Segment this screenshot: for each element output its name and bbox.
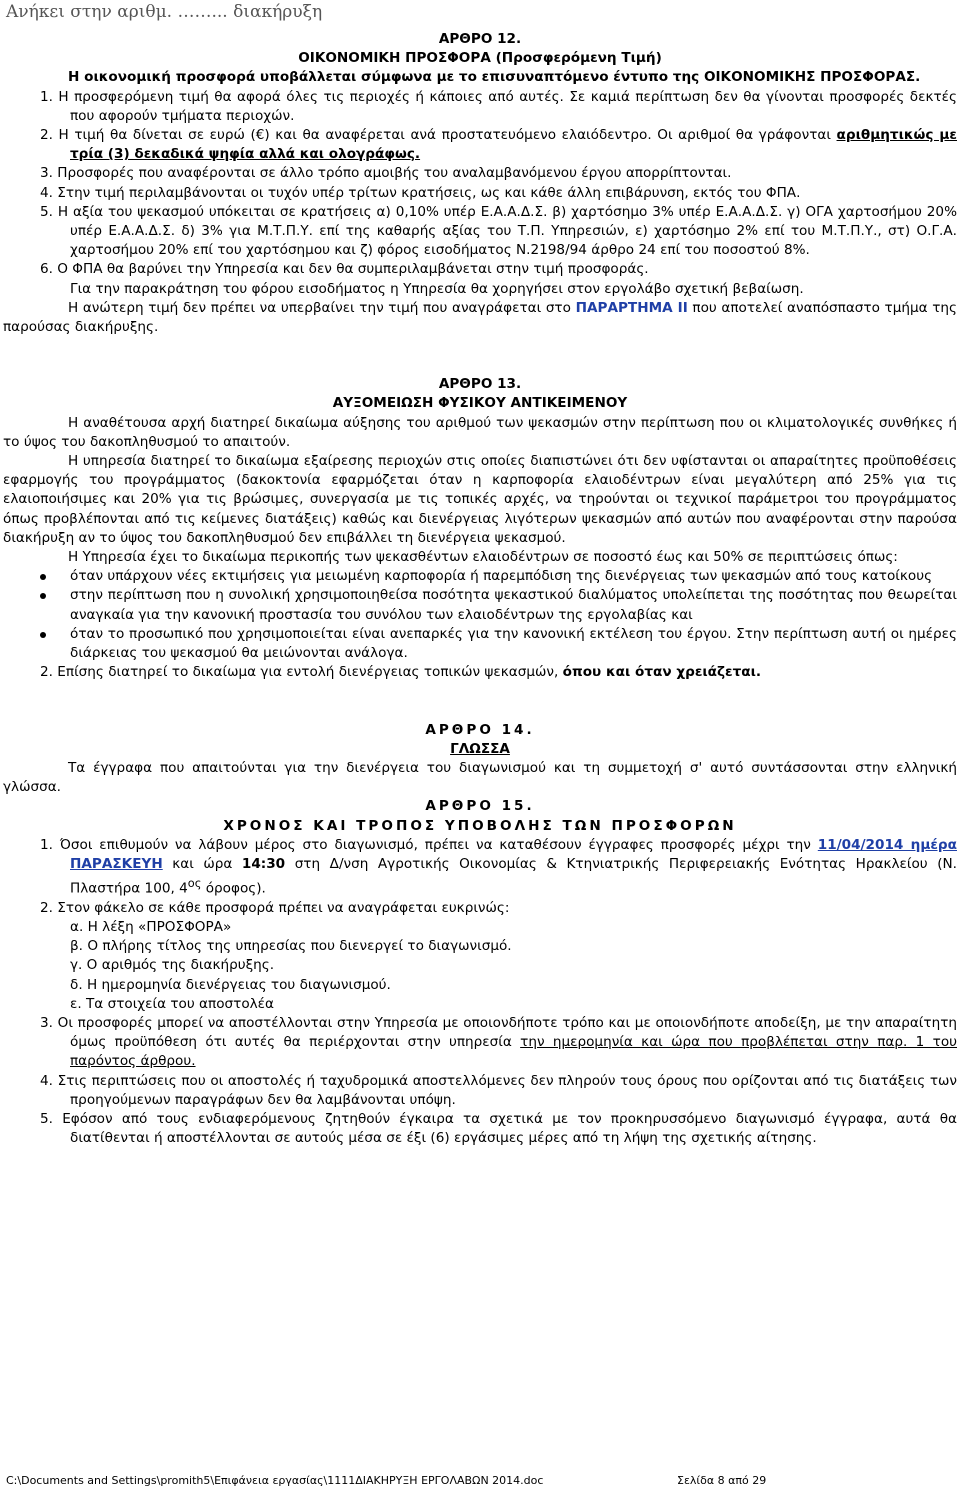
article-13-item-2-emphasis: όπου και όταν χρειάζεται. bbox=[562, 664, 762, 681]
article-12-item-6-note: Για την παρακράτηση του φόρου εισοδήματος η Υπηρεσία θα χορηγήσει στον εργολάβο σχετική βεβαίωση. bbox=[70, 280, 804, 297]
article-12-title: ΑΡΘΡΟ 12. bbox=[438, 31, 522, 47]
article-13-subtitle: ΑΥΞΟΜΕΙΩΣΗ ΦΥΣΙΚΟΥ ΑΝΤΙΚΕΙΜΕΝΟΥ bbox=[332, 395, 628, 412]
article-15-item-5: 5. Εφόσον από τους ενδιαφερόμενους ζητηθούν έγκαιρα τα σχετικά με τον προκηρυσσόμενο διαγωνισμό έγγραφα, αυτά θα διατίθενται ή αποστέλλονται σε αυτούς μέσα σε έξι (6) εργάσιμες μέρες από τη λήψη της σχετικής αίτησης. bbox=[40, 1111, 957, 1147]
max-price-text-end: που αποτελεί αναπόσπαστο τμήμα της παρούσας διακήρυξης. bbox=[3, 299, 958, 336]
article-12-item-2-emphasis: αριθμητικώς με τρία (3) δεκαδικά ψηφία αλλά και ολογράφως. bbox=[70, 127, 957, 163]
bullet-item: όταν το προσωπικό που χρησιμοποιείται είναι ανεπαρκές για την κανονική εκτέλεση του έργου. Στην περίπτωση αυτή οι ημέρες διάρκειας του ψεκασμού θα μειώνονται ανάλογα. bbox=[3, 625, 957, 663]
article-12-item-1: 1. Η προσφερόμενη τιμή θα αφορά όλες τις περιοχές ή κάποιες από αυτές. Σε καμιά περίπτωση δεν θα γίνονται προσφορές δεκτές που αφορούν τμήματα περιοχών. bbox=[40, 88, 957, 124]
lettered-item: γ. Ο αριθμός της διακήρυξης. bbox=[70, 957, 275, 974]
article-14-subtitle: ΓΛΩΣΣΑ bbox=[450, 740, 510, 757]
article-14-para-1: Τα έγγραφα που απαιτούνται για την διενέργεια του διαγωνισμού και τη συμμετοχή σ' αυτό συντάσσονται στην ελληνική γλώσσα. bbox=[3, 759, 957, 796]
article-12-max-price bbox=[3, 299, 957, 337]
article-13-para-1: Η αναθέτουσα αρχή διατηρεί δικαίωμα αύξησης του αριθμού των ψεκασμών στην περίπτωση που οι κλιματολογικές συνθήκες ή το ύψος του δακοπληθυσμού το απαιτούν. bbox=[3, 414, 957, 450]
article-15-item-3 bbox=[3, 1014, 957, 1072]
item-1-text-4: όροφος). bbox=[201, 880, 266, 897]
floor-superscript: ος bbox=[187, 876, 202, 891]
bullet-item: όταν υπάρχουν νέες εκτιμήσεις για μειωμένη καρποφορία ή παρεμπόδιση της διενέργειας των ψεκασμών από τους κατοίκους bbox=[3, 567, 957, 586]
document-header-note: Ανήκει στην αριθμ. ……... διακήρυξη bbox=[6, 2, 323, 22]
article-15-item-1 bbox=[3, 836, 957, 899]
article-12-item-6: 6. Ο ΦΠΑ θα βαρύνει την Υπηρεσία και δεν θα συμπεριλαμβάνεται στην τιμή προσφοράς. bbox=[40, 261, 649, 278]
footer-page-number: Σελίδα 8 από 29 bbox=[677, 1474, 767, 1487]
article-15-item-2: 2. Στον φάκελο σε κάθε προσφορά πρέπει να αναγράφεται ευκρινώς: bbox=[40, 899, 510, 916]
annex-reference: ΠΑΡΑΡΤΗΜΑ ΙΙ bbox=[575, 299, 688, 316]
article-13-para-2: Η υπηρεσία διατηρεί το δικαίωμα εξαίρεσης περιοχών στις οποίες διαπιστώνει ότι δεν υφίστανται οι απαραίτητες προϋποθέσεις εφαρμογής του προγράμματος (δακοκτονία εφαρμόζεται όταν η καρποφορία ελαιοδέντρων είναι μεγαλύτερη από 25% για τις ελαιοποιήσιμες και 20% για τις βρώσιμες, συνεργασία με τις τοπικές αρχές, να τηρούνται οι τεχνικοί παράμετροι του προγράμματος όπως προβλέπονται από τις κείμενες διατάξεις) καθώς και διενέργειας λιγότερων ψεκασμών από αυτών που αναφέρονται στην παρούσα διακήρυξη αν το ύψος του δακοπληθυσμού δεν επιβάλλει τη διενέργεια ψεκασμού. bbox=[3, 453, 957, 546]
article-15-item-4: 4. Στις περιπτώσεις που οι αποστολές ή ταχυδρομικά αποστελλόμενες δεν πληρούν τους όρους που ορίζονται από τις διατάξεις των προηγούμενων παραγράφων δεν θα λαμβάνονται υπόψη. bbox=[40, 1072, 957, 1108]
article-13-para-3: Η Υπηρεσία έχει το δικαίωμα περικοπής των ψεκασθέντων ελαιοδέντρων σε ποσοστό έως και 50% σε περιπτώσεις όπως: bbox=[68, 549, 898, 566]
article-12-item-2-text: 2. Η τιμή θα δίνεται σε ευρώ (€) και θα αναφέρεται ανά προστατευόμενο ελαιόδεντρο. Οι αριθμοί θα γράφονται bbox=[40, 127, 837, 144]
bullet-item: στην περίπτωση που η συνολική χρησιμοποιηθείσα ποσότητα ψεκαστικού διαλύματος υπολείπεται της ποσότητας που θεωρείται αναγκαία για την κανονική προστασία του συνόλου των ελαιοδέντρων της εργολαβίας και bbox=[3, 586, 957, 624]
article-13-item-2-text: 2. Επίσης διατηρεί το δικαίωμα για εντολή διενέργειας τοπικών ψεκασμών, bbox=[40, 664, 563, 681]
article-15-subtitle: ΧΡΟΝΟΣ ΚΑΙ ΤΡΟΠΟΣ ΥΠΟΒΟΛΗΣ ΤΩΝ ΠΡΟΣΦΟΡΩΝ bbox=[223, 817, 737, 834]
bullet-icon bbox=[40, 593, 46, 599]
footer-file-path: C:\Documents and Settings\promith5\Επιφάνεια εργασίας\1111ΔΙΑΚΗΡΥΞΗ ΕΡΓΟΛΑΒΩΝ 2014.doc bbox=[6, 1474, 544, 1487]
item-3-text: 3. Οι προσφορές μπορεί να αποστέλλονται στην Υπηρεσία με οποιονδήποτε τρόπο και με οποιονδήποτε αποδείξη, με την απαραίτητη όμως προϋπόθεση ότι αυτές θα περιέρχονται στην υπηρεσία bbox=[40, 1015, 957, 1051]
item-3-underlined: την ημερομηνία και ώρα που προβλέπεται στην παρ. 1 του παρόντος άρθρου. bbox=[70, 1034, 958, 1070]
lettered-item: ε. Τα στοιχεία του αποστολέα bbox=[70, 995, 274, 1012]
document-body bbox=[3, 30, 957, 1149]
article-14-title: ΑΡΘΡΟ 14. bbox=[425, 721, 535, 738]
bullet-icon bbox=[40, 574, 46, 580]
article-12-item-2 bbox=[3, 126, 957, 164]
article-12-intro: Η οικονομική προσφορά υποβάλλεται σύμφωνα με το επισυναπτόμενο έντυπο της ΟΙΚΟΝΟΜΙΚΗΣ ΠΡΟΣΦΟΡΑΣ. bbox=[68, 69, 921, 86]
article-13-title: ΑΡΘΡΟ 13. bbox=[438, 376, 522, 393]
item-1-text-3: στη Δ/νση Αγροτικής Οικονομίας & Κτηνιατρικής Περιφερειακής Ενότητας Ηρακλείου (Ν. Πλαστήρα 100, 4 bbox=[70, 855, 957, 897]
item-1-text-2: και ώρα bbox=[162, 855, 242, 872]
page-footer bbox=[6, 1474, 954, 1487]
lettered-item: β. Ο πλήρης τίτλος της υπηρεσίας που διενεργεί το διαγωνισμό. bbox=[70, 938, 512, 955]
max-price-text: Η ανώτερη τιμή δεν πρέπει να υπερβαίνει την τιμή που αναγράφεται στο bbox=[68, 299, 576, 316]
article-12-item-3: 3. Προσφορές που αναφέρονται σε άλλο τρόπο αμοιβής του αναλαμβανόμενου έργου απορρίπτονται. bbox=[40, 165, 732, 182]
lettered-item: δ. Η ημερομηνία διενέργειας του διαγωνισμού. bbox=[70, 976, 391, 993]
lettered-item: α. Η λέξη «ΠΡΟΣΦΟΡΑ» bbox=[70, 919, 232, 936]
article-13-item-2 bbox=[3, 663, 957, 682]
article-12-item-5: 5. Η αξία του ψεκασμού υπόκειται σε κρατήσεις α) 0,10% υπέρ Ε.Α.Α.Δ.Σ. β) χαρτόσημο 3% υπέρ Ε.Α.Α.Δ.Σ. γ) ΟΓΑ χαρτοσήμου 20% υπέρ Ε.Α.Α.Δ.Σ. δ) 3% για Μ.Τ.Π.Υ. επί της καθαρής αξίας του Τ.Π. Υπηρεσιών, ε) χαρτόσημο 2% επί του Μ.Τ.Π.Υ., στ) Ο.Γ.Α. χαρτοσήμου 20% επί του χαρτόσημου και ζ) φόρος εισοδήματος Ν.2198/94 άρθρο 24 επί του ποσοστού 8%. bbox=[40, 203, 957, 259]
bullet-icon bbox=[40, 632, 46, 638]
item-1-text: 1. Όσοι επιθυμούν να λάβουν μέρος στο διαγωνισμό, πρέπει να καταθέσουν έγγραφες προσφορές μέχρι την bbox=[40, 836, 818, 853]
deadline-time: 14:30 bbox=[241, 855, 286, 872]
article-15-title: ΑΡΘΡΟ 15. bbox=[425, 798, 535, 815]
deadline-date: 11/04/2014 ημέρα ΠΑΡΑΣΚΕΥΗ bbox=[70, 836, 957, 872]
article-12-item-4: 4. Στην τιμή περιλαμβάνονται οι τυχόν υπέρ τρίτων κρατήσεις, ως και κάθε άλλη επιβάρυνση, εκτός του ΦΠΑ. bbox=[40, 184, 801, 201]
article-12-subtitle: ΟΙΚΟΝΟΜΙΚΗ ΠΡΟΣΦΟΡΑ (Προσφερόμενη Τιμή) bbox=[298, 50, 662, 67]
